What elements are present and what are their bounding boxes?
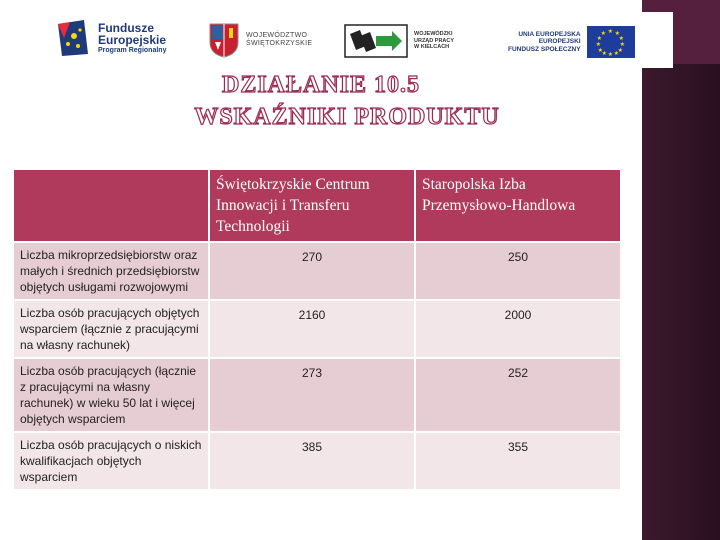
header-cell-empty [13,169,209,242]
wup-emblem-icon [344,24,408,58]
fundusze-europejskie-logo [54,18,166,58]
row-value-sciitt: 273 [209,358,415,432]
wup-logo-line1: WOJEWÓDZKI [414,31,453,38]
row-value-sciitt: 2160 [209,300,415,358]
swietokrzyskie-logo-line2: ŚWIĘTOKRZYSKIE [246,40,313,47]
eu-flag-icon: ★ ★ ★ ★ ★ ★ ★ ★ ★ ★ ★ ★ [587,26,635,58]
row-value-sipph: 2000 [415,300,621,358]
row-value-sciitt: 270 [209,242,415,300]
row-label: Liczba osób pracujących o niskich kwalifikacjach objętych wsparciem [13,432,209,490]
header-cell-sipph: Staropolska Izba Przemysłowo-Handlowa [415,169,621,242]
indicators-table [12,168,622,491]
header-cell-sciitt: Świętokrzyskie Centrum Innowacji i Transferu Technologii [209,169,415,242]
wup-kielce-logo [344,24,454,58]
wup-logo-line2: URZĄD PRACY [414,37,455,44]
row-value-sipph: 252 [415,358,621,432]
ue-logo-line2: EUROPEJSKI [538,38,581,46]
swietokrzyskie-logo-line1: WOJEWÓDZTWO [246,31,308,39]
row-value-sciitt: 385 [209,432,415,490]
ue-logo-line3: FUNDUSZ SPOŁECZNY [508,45,581,53]
row-label: Liczba osób pracujących objętych wsparciem (łącznie z pracującymi na własny rachunek) [13,300,209,358]
table-row [13,358,621,432]
table-row [13,300,621,358]
unia-europejska-logo [508,26,635,58]
row-value-sipph: 355 [415,432,621,490]
table-row [13,242,621,300]
ue-logo-line1: UNIA EUROPEJSKA [518,30,581,38]
wup-logo-line3: W KIELCACH [414,44,450,51]
logo-bar [48,12,673,68]
coat-of-arms-icon [208,22,240,58]
row-label: Liczba mikroprzedsiębiorstw oraz małych i średnich przedsiębiorstw objętych usługami rozwojowymi [13,242,209,300]
row-value-sipph: 250 [415,242,621,300]
fe-logo-line3: Program Regionalny [98,46,167,54]
table-header-row [13,169,621,242]
fe-flag-icon [54,18,92,58]
swietokrzyskie-logo [208,22,312,58]
fe-logo-line1: Fundusze [98,20,154,35]
page-title: DZIAŁANIE 10.5 [221,72,421,98]
decorative-side-strip [642,0,720,540]
row-label: Liczba osób pracujących (łącznie z pracującymi na własny rachunek) w wieku 50 lat i więcej objętych wsparciem [13,358,209,432]
page-subtitle: WSKAŹNIKI PRODUKTU [194,104,500,130]
fe-logo-line2: Europejskie [98,33,167,48]
table-row [13,432,621,490]
